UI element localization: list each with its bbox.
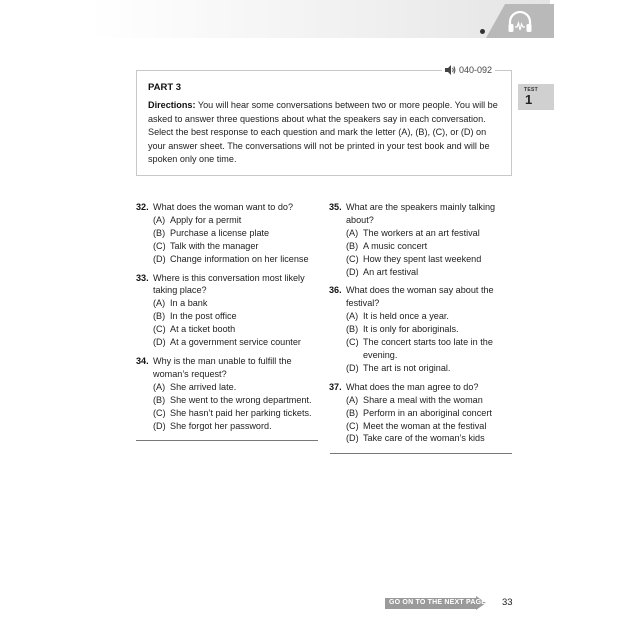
answer-option bbox=[136, 323, 320, 336]
answer-option bbox=[329, 407, 513, 420]
option-letter: (C) bbox=[153, 240, 166, 251]
question-header bbox=[136, 355, 320, 381]
question-text: What are the speakers mainly talking about? bbox=[346, 202, 496, 225]
question-number: 34. bbox=[136, 355, 149, 366]
question-text: What does the woman say about the festival? bbox=[346, 285, 494, 309]
answer-option bbox=[136, 394, 320, 407]
question-text: Where is this conversation most likely taking place? bbox=[153, 272, 305, 296]
option-letter: (D) bbox=[153, 253, 166, 264]
answer-option bbox=[136, 227, 320, 240]
next-page-banner bbox=[385, 596, 489, 611]
option-letter: (C) bbox=[346, 337, 359, 348]
option-text: The art is not original. bbox=[363, 362, 451, 373]
question-item bbox=[136, 272, 320, 349]
answer-option bbox=[136, 214, 320, 227]
option-text: It is held once a year. bbox=[363, 311, 449, 322]
option-letter: (A) bbox=[153, 381, 166, 392]
option-letter: (C) bbox=[153, 324, 166, 335]
answer-option bbox=[136, 407, 320, 420]
option-text: In a bank bbox=[170, 298, 208, 309]
option-text: At a government service counter bbox=[170, 337, 301, 348]
answer-option bbox=[329, 420, 513, 433]
question-item bbox=[329, 381, 513, 446]
option-letter: (D) bbox=[153, 420, 166, 431]
question-item bbox=[329, 284, 513, 374]
option-letter: (A) bbox=[153, 298, 166, 309]
option-letter: (C) bbox=[153, 407, 166, 418]
part-title: PART 3 bbox=[148, 82, 182, 93]
option-letter: (B) bbox=[346, 324, 359, 335]
answer-option bbox=[329, 394, 513, 407]
column-end-rule bbox=[136, 440, 318, 441]
option-letter: (A) bbox=[346, 227, 359, 238]
test-number: 1 bbox=[525, 92, 533, 107]
answer-option bbox=[329, 227, 513, 240]
answer-option bbox=[136, 420, 320, 433]
option-text: How they spent last weekend bbox=[363, 253, 482, 264]
track-code-text: 040-092 bbox=[458, 65, 492, 75]
answer-option bbox=[136, 253, 320, 266]
option-text: The workers at an art festival bbox=[363, 227, 480, 238]
question-item bbox=[136, 201, 320, 266]
option-text: A music concert bbox=[363, 240, 428, 251]
option-letter: (A) bbox=[346, 311, 359, 322]
answer-option bbox=[329, 240, 513, 253]
answer-option bbox=[329, 336, 513, 362]
option-text: Take care of the woman’s kids bbox=[363, 433, 485, 444]
option-letter: (A) bbox=[153, 214, 166, 225]
question-header bbox=[329, 284, 513, 310]
directions-text bbox=[148, 99, 504, 167]
option-text: She arrived late. bbox=[170, 381, 237, 392]
option-text: Change information on her license bbox=[170, 253, 309, 264]
option-letter: (B) bbox=[153, 227, 166, 238]
question-number: 35. bbox=[329, 202, 342, 212]
question-header bbox=[329, 381, 513, 394]
answer-option bbox=[329, 323, 513, 336]
option-letter: (C) bbox=[346, 253, 359, 264]
question-item bbox=[329, 201, 513, 278]
question-number: 33. bbox=[136, 272, 149, 283]
option-text: An art festival bbox=[363, 266, 419, 277]
option-text: In the post office bbox=[170, 311, 237, 322]
questions-right-column bbox=[329, 201, 513, 451]
option-letter: (A) bbox=[346, 394, 359, 405]
option-letter: (B) bbox=[153, 311, 166, 322]
option-letter: (D) bbox=[153, 337, 166, 348]
question-header bbox=[329, 201, 513, 227]
question-number: 37. bbox=[329, 381, 342, 392]
answer-option bbox=[329, 253, 513, 266]
questions-left-column bbox=[136, 201, 320, 438]
page-number: 33 bbox=[502, 597, 513, 608]
option-letter: (D) bbox=[346, 433, 359, 444]
option-text: Meet the woman at the festival bbox=[363, 420, 487, 431]
option-text: She forgot her password. bbox=[170, 420, 272, 431]
question-header bbox=[136, 201, 320, 214]
option-letter: (D) bbox=[346, 362, 359, 373]
track-code bbox=[442, 65, 495, 75]
option-text: Share a meal with the woman bbox=[363, 394, 483, 405]
directions-box bbox=[136, 65, 512, 176]
option-text: Perform in an aboriginal concert bbox=[363, 407, 492, 418]
answer-option bbox=[136, 297, 320, 310]
option-letter: (D) bbox=[346, 266, 359, 277]
headphones-icon bbox=[506, 10, 534, 34]
answer-option bbox=[329, 432, 513, 445]
option-letter: (B) bbox=[153, 394, 166, 405]
test-label: TEST bbox=[524, 87, 538, 93]
next-page-label: GO ON TO THE NEXT PAGE bbox=[389, 599, 487, 606]
question-text: Why is the man unable to fulfill the woman’s request? bbox=[153, 355, 292, 379]
option-letter: (B) bbox=[346, 240, 359, 251]
option-text: She hasn’t paid her parking tickets. bbox=[170, 407, 312, 418]
answer-option bbox=[136, 240, 320, 253]
question-number: 32. bbox=[136, 202, 149, 212]
directions-label: Directions: bbox=[148, 100, 196, 110]
directions-body: You will hear some conversations between two or more people. You will be asked to answer three questions about what the speakers say in each conversation. Select the best response to each question and mark the letter (A), (B), (C), or (D) on your answer sheet. The conversations will not be printed in your test book and will be spoken only one time. bbox=[148, 100, 498, 165]
speaker-icon bbox=[445, 65, 456, 75]
answer-option bbox=[329, 362, 513, 375]
question-header bbox=[136, 272, 320, 298]
answer-option bbox=[136, 310, 320, 323]
answer-option bbox=[329, 266, 513, 279]
option-text: At a ticket booth bbox=[170, 324, 236, 335]
test-number-tab bbox=[518, 84, 554, 110]
banner-dot bbox=[480, 29, 485, 34]
option-letter: (B) bbox=[346, 407, 359, 418]
option-text: Talk with the manager bbox=[170, 240, 259, 251]
column-end-rule bbox=[330, 453, 512, 454]
answer-option bbox=[136, 381, 320, 394]
option-text: Apply for a permit bbox=[170, 214, 242, 225]
question-item bbox=[136, 355, 320, 432]
option-letter: (C) bbox=[346, 420, 359, 431]
question-text: What does the man agree to do? bbox=[346, 381, 479, 392]
option-text: It is only for aboriginals. bbox=[363, 324, 459, 335]
question-number: 36. bbox=[329, 285, 342, 296]
answer-option bbox=[136, 336, 320, 349]
question-text: What does the woman want to do? bbox=[153, 202, 294, 212]
option-text: Purchase a license plate bbox=[170, 227, 270, 238]
answer-option bbox=[329, 310, 513, 323]
option-text: The concert starts too late in the evening. bbox=[363, 337, 493, 360]
option-text: She went to the wrong department. bbox=[170, 394, 312, 405]
